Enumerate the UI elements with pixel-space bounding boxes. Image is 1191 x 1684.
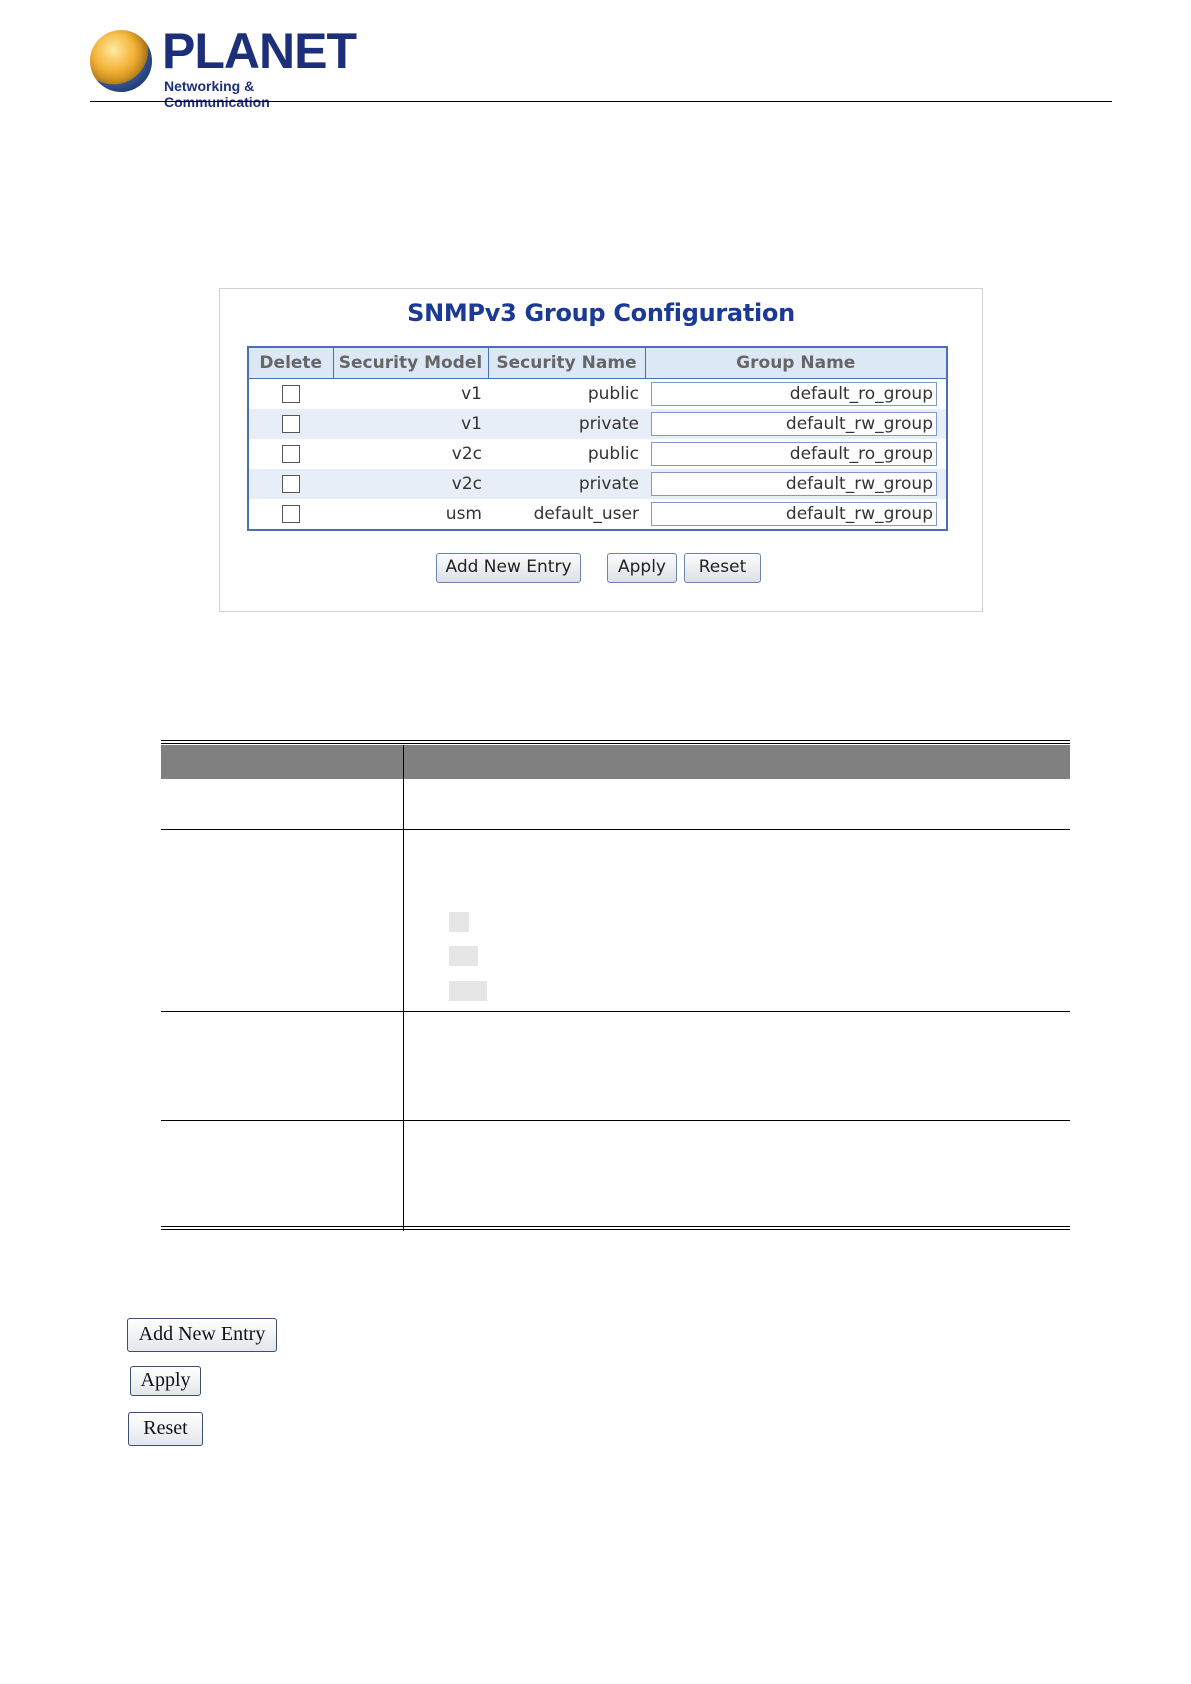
list-item [449, 912, 469, 932]
security-model-cell: v1 [333, 409, 488, 439]
parameter-table-header [161, 745, 1070, 779]
parameter-table [161, 740, 1070, 1232]
col-security-name: Security Name [488, 347, 645, 379]
snmpv3-group-config-panel [219, 288, 983, 612]
group-name-input[interactable]: default_ro_group [651, 442, 937, 466]
col-group-name: Group Name [645, 347, 947, 379]
delete-checkbox[interactable] [282, 415, 300, 433]
list-item [449, 946, 478, 966]
globe-icon [90, 30, 152, 92]
security-name-cell: default_user [533, 504, 639, 524]
security-name-cell: public [587, 384, 639, 404]
security-model-cell: usm [445, 504, 482, 524]
brand-tagline: Networking & Communication [164, 78, 270, 110]
reset-button[interactable]: Reset [684, 553, 761, 583]
col-security-model: Security Model [333, 347, 488, 379]
header-divider [90, 101, 1112, 102]
reset-button-sample[interactable]: Reset [128, 1412, 203, 1446]
table-row [248, 469, 947, 499]
group-config-table [247, 346, 948, 531]
apply-button[interactable]: Apply [607, 553, 677, 583]
security-model-cell: v2c [451, 444, 482, 464]
delete-checkbox[interactable] [282, 475, 300, 493]
apply-button-sample[interactable]: Apply [130, 1366, 201, 1396]
group-name-input[interactable]: default_rw_group [651, 472, 937, 496]
list-item [449, 981, 487, 1001]
brand-name: PLANET [162, 23, 356, 79]
table-row [248, 409, 947, 439]
group-name-input[interactable]: default_rw_group [651, 412, 937, 436]
table-row [248, 379, 947, 410]
add-new-entry-button-sample[interactable]: Add New Entry [127, 1318, 277, 1352]
add-new-entry-button[interactable]: Add New Entry [436, 553, 581, 583]
group-name-input[interactable]: default_rw_group [651, 502, 937, 526]
group-name-input[interactable]: default_ro_group [651, 382, 937, 406]
security-name-cell: private [488, 469, 645, 499]
delete-checkbox[interactable] [282, 445, 300, 463]
security-model-cell: v2c [333, 469, 488, 499]
security-model-cell: v1 [461, 384, 482, 404]
table-row [248, 439, 947, 469]
security-name-cell: private [488, 409, 645, 439]
security-name-cell: public [587, 444, 639, 464]
planet-logo [90, 23, 356, 110]
table-row [248, 499, 947, 530]
col-delete: Delete [248, 347, 333, 379]
panel-title: SNMPv3 Group Configuration [407, 299, 795, 327]
delete-checkbox[interactable] [282, 385, 300, 403]
delete-checkbox[interactable] [282, 505, 300, 523]
